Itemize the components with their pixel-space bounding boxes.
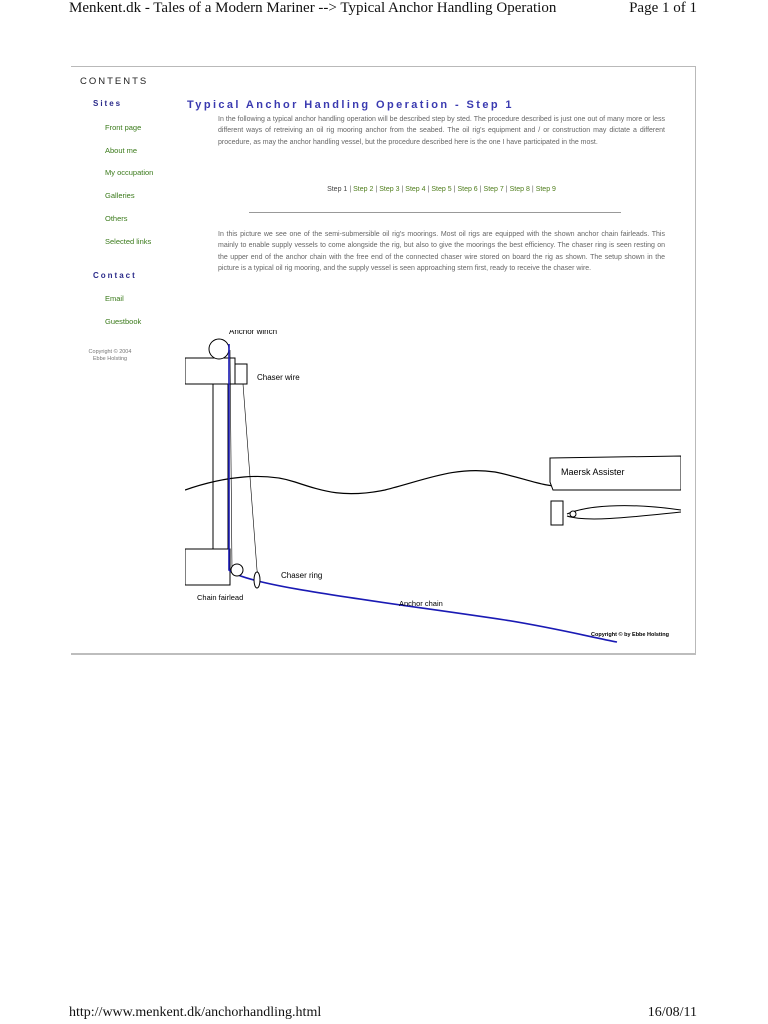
step-link-2[interactable]: Step 2 xyxy=(353,186,374,193)
step-link-1-current: Step 1 xyxy=(327,186,348,193)
chaser-ring-icon xyxy=(254,572,260,588)
vessel-stern-thruster xyxy=(551,501,563,525)
step-link-9[interactable]: Step 9 xyxy=(535,186,556,193)
nav-link-email[interactable]: Email xyxy=(105,294,124,303)
label-vessel-name: Maersk Assister xyxy=(561,467,625,477)
propeller-icon xyxy=(570,511,576,517)
print-page-title: Menkent.dk - Tales of a Modern Mariner --> Typical Anchor Handling Operation xyxy=(69,0,557,16)
section-divider xyxy=(249,212,621,213)
chain-fairlead-icon xyxy=(231,564,243,576)
label-chaser-wire: Chaser wire xyxy=(257,373,300,382)
nav-link-others[interactable]: Others xyxy=(105,214,128,223)
sites-heading: Sites xyxy=(93,99,123,108)
content-frame-right-border xyxy=(695,66,696,654)
oil-rig xyxy=(185,358,235,585)
print-page-url: http://www.menkent.dk/anchorhandling.html xyxy=(69,1005,322,1020)
step-link-3[interactable]: Step 3 xyxy=(379,186,400,193)
nav-link-my-occupation[interactable]: My occupation xyxy=(105,168,154,177)
label-chain-fairlead: Chain fairlead xyxy=(197,593,244,602)
sidebar-copyright: Copyright © 2004 Ebbe Holsting xyxy=(88,349,132,362)
content-frame-bottom-border xyxy=(71,653,696,655)
nav-link-guestbook[interactable]: Guestbook xyxy=(105,317,142,326)
anchor-winch-drum xyxy=(209,339,229,359)
print-page-number: Page 1 of 1 xyxy=(629,0,697,16)
content-frame-top-border xyxy=(71,66,696,67)
step-link-6[interactable]: Step 6 xyxy=(457,186,478,193)
step-link-5[interactable]: Step 5 xyxy=(431,186,452,193)
rig-pontoon xyxy=(185,549,230,585)
print-header xyxy=(0,0,768,22)
chaser-wire-storage-icon xyxy=(235,364,247,384)
label-chaser-ring: Chaser ring xyxy=(281,571,323,580)
rig-deck xyxy=(185,358,235,384)
nav-link-about-me[interactable]: About me xyxy=(105,146,138,155)
diagram-copyright: Copyright © by Ebbe Holsting xyxy=(591,632,669,638)
vessel-wire-guide xyxy=(567,506,681,514)
step-link-7[interactable]: Step 7 xyxy=(483,186,504,193)
print-date: 16/08/11 xyxy=(647,1005,697,1020)
nav-link-front-page[interactable]: Front page xyxy=(105,123,142,132)
nav-link-selected-links[interactable]: Selected links xyxy=(105,237,152,246)
vessel-wire-guide-lower xyxy=(567,512,681,519)
anchor-chain xyxy=(229,344,617,642)
intro-paragraph: In the following a typical anchor handling operation will be described step by sted. The procedure described is just one out of many more or less different ways of retreiving an oil rig mooring anchor from the seabed. The oil rig's equipment and / or construction may dictate a different procedure, as may the anchor handling vessel, but the procedure described here is the one I have participated in the most. xyxy=(218,116,665,146)
mooring-diagram xyxy=(185,330,681,646)
print-footer xyxy=(0,1005,768,1023)
step-link-4[interactable]: Step 4 xyxy=(405,186,426,193)
page-heading: Typical Anchor Handling Operation - Step 1 xyxy=(187,99,514,112)
description-paragraph: In this picture we see one of the semi-submersible oil rig's moorings. Most oil rigs are equipped with the shown anchor chain fairleads. This mainly to enable supply vessels to come alongside the rig, but also to give the moorings the best efficiency. The chaser ring is seen resting on the upper end of the anchor chain with the free end of the connected chaser wire stored on board the rig as shown. The setup shown in the picture is a typical oil rig mooring, and the supply vessel is seen approaching stern first, ready to receive the chaser wire. xyxy=(218,231,665,273)
contents-title: CONTENTS xyxy=(80,76,149,87)
nav-link-galleries[interactable]: Galleries xyxy=(105,191,135,200)
label-anchor-winch: Anchor winch xyxy=(229,330,278,336)
step-navigation: Step 1 | Step 2 | Step 3 | Step 4 | Step 5 | Step 6 | Step 7 | Step 8 | Step 9 xyxy=(327,186,556,193)
contact-heading: Contact xyxy=(93,271,137,280)
label-anchor-chain: Anchor chain xyxy=(399,599,443,608)
anchor-winch xyxy=(209,339,247,384)
step-link-8[interactable]: Step 8 xyxy=(509,186,530,193)
